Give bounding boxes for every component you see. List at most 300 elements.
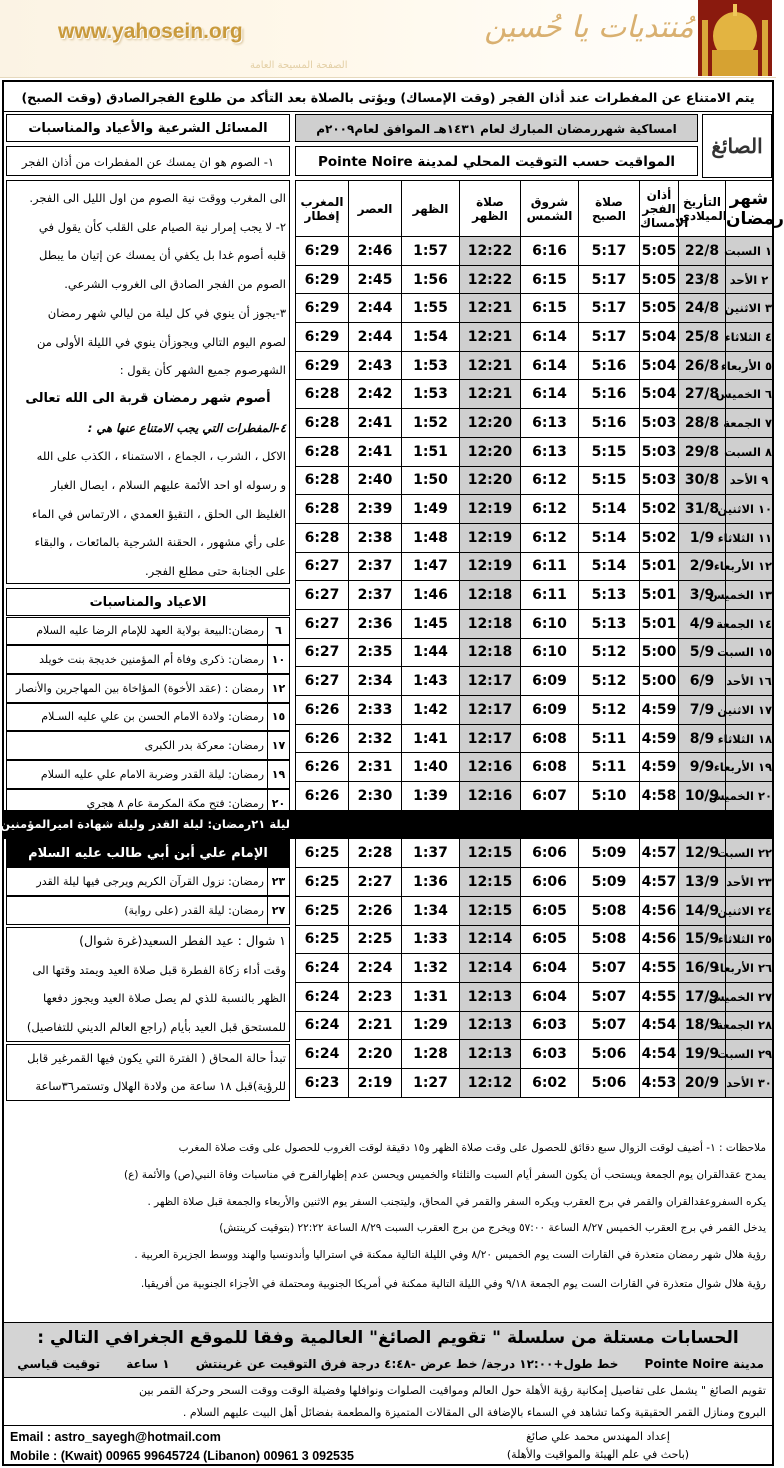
cell-day	[717, 925, 773, 954]
cell-day	[720, 351, 773, 380]
cell-shuruq: 6:04	[521, 982, 579, 1011]
cell-subh: 5:12	[579, 667, 640, 696]
cell-maghrib: 6:26	[296, 782, 349, 811]
cell-fz: 1:33	[402, 925, 460, 954]
cell-fa: 2:26	[349, 896, 402, 925]
cell-maghrib: 6:26	[296, 724, 349, 753]
rule-line: لصوم اليوم التالي ويجوزأن ينوي في الليلة الأولى من	[36, 334, 286, 349]
cell-imsak: 5:00	[640, 638, 679, 667]
cell-maghrib: 6:27	[296, 609, 349, 638]
day-name: الاثنين	[724, 301, 761, 316]
cell-zuhr: 12:20	[460, 437, 521, 466]
cell-shuruq: 6:02	[521, 1068, 579, 1097]
table-row	[296, 237, 773, 266]
day-name: السبت	[717, 645, 754, 660]
cell-date: 24/8	[679, 294, 726, 323]
cell-date: 17/9	[679, 982, 726, 1011]
cell-day	[717, 896, 773, 925]
col-subh: صلاة الصبح	[579, 181, 640, 237]
cell-date: 18/9	[679, 1011, 726, 1040]
cell-imsak: 5:00	[640, 667, 679, 696]
col-shuruq: شروق الشمس	[521, 181, 579, 237]
event-text: رمضان: ليلة القدر وضربة الامام علي عليه السلام	[40, 767, 264, 781]
cell-shuruq: 6:08	[521, 753, 579, 782]
col-fadila-zuhr: الظهر	[402, 181, 460, 237]
note-line: يدخل القمر في برج العقرب الخميس ٨/٢٧ الساعة ٥٧:٠٠ ويخرج من برج العقرب السبت ٨/٢٩ الساعة ٢٢:٢٢ (بتوقيت كرينتش)	[219, 1222, 766, 1234]
cell-maghrib: 6:24	[296, 954, 349, 983]
day-number: ٢٤	[757, 903, 772, 918]
cell-subh: 5:07	[579, 1011, 640, 1040]
rule-line: الصوم من الفجر الصادق الى الغروب الشرعي.	[64, 277, 286, 292]
cell-subh: 5:11	[579, 724, 640, 753]
contact-info	[4, 1428, 772, 1466]
cell-fa: 2:41	[349, 409, 402, 438]
cell-zuhr: 12:13	[460, 1040, 521, 1069]
about-line-1: تقويم الصائغ " يشمل على تفاصيل إمكانية رؤية الأهلة حول العالم ومواقيت الصلوات ونوافلها وفضيلة الوقت ووقت السحر وحركة القمر بين	[138, 1384, 766, 1397]
cell-date: 13/9	[679, 868, 726, 897]
cell-shuruq: 6:12	[521, 466, 579, 495]
sayegh-logo: الصائغ	[702, 114, 772, 178]
cell-fa: 2:33	[349, 696, 402, 725]
cell-zuhr: 12:12	[460, 1068, 521, 1097]
day-name: الأربعاء	[713, 760, 754, 775]
day-number: ١٥	[757, 645, 772, 660]
cell-day	[723, 409, 773, 438]
cell-date: 8/9	[679, 724, 726, 753]
table-row	[296, 380, 773, 409]
cell-shuruq: 6:13	[521, 409, 579, 438]
forum-logo: مُنتديات يا حُسين	[484, 10, 694, 45]
cell-zuhr: 12:16	[460, 782, 521, 811]
cell-subh: 5:12	[579, 696, 640, 725]
cell-fa: 2:42	[349, 380, 402, 409]
event-text: رمضان : (عقد الأخوة) المؤاخاة بين المهاجرين والأنصار	[16, 681, 264, 695]
cell-subh: 5:14	[579, 523, 640, 552]
cell-maghrib: 6:29	[296, 351, 349, 380]
event-day: ٢٣	[267, 868, 289, 895]
cell-date: 10/9	[679, 782, 726, 811]
cell-day	[717, 696, 773, 725]
cell-day	[726, 294, 773, 323]
cell-imsak: 4:58	[640, 782, 679, 811]
cell-shuruq: 6:11	[521, 581, 579, 610]
cell-shuruq: 6:12	[521, 523, 579, 552]
site-url[interactable]: www.yahosein.org	[58, 20, 243, 43]
cell-subh: 5:13	[579, 609, 640, 638]
cell-shuruq: 6:05	[521, 896, 579, 925]
event-text: رمضان: ولادة الامام الحسن بن علي عليه السـلام	[41, 710, 264, 724]
cell-zuhr: 12:19	[460, 495, 521, 524]
cell-date: 26/8	[679, 351, 726, 380]
cell-zuhr: 12:13	[460, 982, 521, 1011]
cell-maghrib: 6:25	[296, 896, 349, 925]
cell-fz: 1:31	[402, 982, 460, 1011]
day-number: ١٢	[757, 559, 772, 574]
cell-subh: 5:09	[579, 839, 640, 868]
table-row	[296, 753, 773, 782]
cell-maghrib: 6:28	[296, 380, 349, 409]
cell-imsak: 5:01	[640, 609, 679, 638]
cell-zuhr: 12:21	[460, 323, 521, 352]
cell-imsak: 4:57	[640, 868, 679, 897]
table-row	[296, 954, 773, 983]
cell-fz: 1:36	[402, 868, 460, 897]
day-name: الاثنين	[717, 702, 754, 717]
cell-shuruq: 6:14	[521, 323, 579, 352]
day-name: الأربعاء	[720, 358, 761, 373]
cell-zuhr: 12:21	[460, 294, 521, 323]
cell-fa: 2:27	[349, 868, 402, 897]
calc-offset: ١ ساعة	[126, 1357, 170, 1371]
cell-subh: 5:14	[579, 495, 640, 524]
cell-shuruq: 6:11	[521, 552, 579, 581]
cell-zuhr: 12:18	[460, 609, 521, 638]
cell-subh: 5:17	[579, 294, 640, 323]
cell-subh: 5:08	[579, 896, 640, 925]
day-name: الأحد	[726, 1075, 754, 1090]
cell-shuruq: 6:14	[521, 380, 579, 409]
day-name: السبت	[717, 1047, 754, 1062]
cell-day	[713, 552, 773, 581]
cell-subh: 5:07	[579, 982, 640, 1011]
event-item	[6, 645, 290, 674]
table-row	[296, 982, 773, 1011]
event-item	[6, 674, 290, 703]
day-number: ٢٥	[757, 932, 772, 947]
rule-line: ٤-المفطرات التي يجب الامتناع عنها هي :	[87, 420, 286, 435]
cell-subh: 5:15	[579, 466, 640, 495]
cell-day	[713, 954, 773, 983]
note-line: رؤية هلال شوال متعذرة في القارات الست يوم الجمعة ٩/١٨ وفي الليلة التالية ممكنة في أمريكا الجنوبية ومحتملة في الأجزاء الجنوبية من أفريقيا.	[140, 1278, 766, 1290]
cell-zuhr: 12:13	[460, 1011, 521, 1040]
cell-fa: 2:28	[349, 839, 402, 868]
cell-imsak: 5:03	[640, 409, 679, 438]
event-day: ١٧	[267, 732, 289, 759]
about-calendar	[4, 1380, 772, 1426]
event-day: ١٩	[267, 761, 289, 788]
cell-date: 4/9	[679, 609, 726, 638]
rule-line: على الجنابة حتى مطلع الفجر.	[145, 564, 286, 579]
cell-fz: 1:47	[402, 552, 460, 581]
cell-imsak: 4:59	[640, 753, 679, 782]
cell-zuhr: 12:21	[460, 351, 521, 380]
imsakiya-frame	[0, 80, 784, 1466]
table-row	[296, 1011, 773, 1040]
cell-shuruq: 6:13	[521, 437, 579, 466]
day-number: ٨	[764, 444, 772, 459]
cell-shuruq: 6:10	[521, 609, 579, 638]
cell-fa: 2:24	[349, 954, 402, 983]
eid-line: الظهر بالنسبة للذي لم يصل صلاة العيد ويجوز دفعها	[42, 991, 286, 1006]
cell-subh: 5:16	[579, 380, 640, 409]
eid-line: ١ شوال : عيد الفطر السعيد(غرة شوال)	[79, 932, 286, 948]
day-name: الأحد	[726, 874, 754, 889]
cell-imsak: 4:59	[640, 696, 679, 725]
cell-day	[717, 1040, 773, 1069]
top-note: يتم الامتناع عن المفطرات عند أذان الفجر (وقت الإمساك) ويؤتى بالصلاة بعد التأكد من طلوع الفجرالصادق (وقت الصبح)	[4, 84, 772, 112]
cell-fz: 1:28	[402, 1040, 460, 1069]
cell-date: 6/9	[679, 667, 726, 696]
rule-line: الشهرصوم جميع الشهر كأن يقول :	[119, 363, 286, 378]
cell-imsak: 4:55	[640, 982, 679, 1011]
shrine-dome-icon	[698, 0, 772, 76]
cell-maghrib: 6:27	[296, 552, 349, 581]
day-name: الخميس	[708, 588, 754, 603]
cell-imsak: 4:56	[640, 896, 679, 925]
day-number: ١٨	[757, 731, 772, 746]
cell-fz: 1:27	[402, 1068, 460, 1097]
cell-zuhr: 12:18	[460, 638, 521, 667]
cell-date: 7/9	[679, 696, 726, 725]
cell-imsak: 5:03	[640, 437, 679, 466]
cell-imsak: 4:59	[640, 724, 679, 753]
cell-fz: 1:40	[402, 753, 460, 782]
cell-fz: 1:57	[402, 237, 460, 266]
cell-maghrib: 6:25	[296, 925, 349, 954]
cell-date: 1/9	[679, 523, 726, 552]
cell-fa: 2:34	[349, 667, 402, 696]
day-number: ٢٣	[757, 874, 772, 889]
day-name: الثلاثاء	[717, 530, 754, 545]
col-month: شهر رمضان	[726, 181, 773, 237]
cell-zuhr: 12:20	[460, 466, 521, 495]
cell-day	[708, 982, 773, 1011]
table-row	[296, 323, 773, 352]
day-number: ٢٨	[757, 1018, 772, 1033]
cell-maghrib: 6:25	[296, 839, 349, 868]
cell-day	[726, 868, 773, 897]
table-row	[296, 782, 773, 811]
cell-zuhr: 12:14	[460, 954, 521, 983]
cell-zuhr: 12:17	[460, 696, 521, 725]
event-day: ١٢	[267, 675, 289, 702]
cell-zuhr: 12:15	[460, 868, 521, 897]
cell-maghrib: 6:25	[296, 868, 349, 897]
rule-line: على رأي مشهور ، الحقنة الشرجية بالمائعات ، والبقاء	[34, 535, 286, 550]
cell-fa: 2:39	[349, 495, 402, 524]
cell-fz: 1:51	[402, 437, 460, 466]
calc-location	[4, 1353, 772, 1375]
cell-day	[717, 839, 773, 868]
day-number: ١١	[757, 530, 772, 545]
cell-fa: 2:19	[349, 1068, 402, 1097]
cell-date: 2/9	[679, 552, 726, 581]
cell-subh: 5:09	[579, 868, 640, 897]
cell-maghrib: 6:26	[296, 696, 349, 725]
cell-fz: 1:49	[402, 495, 460, 524]
day-name: الاثنين	[717, 502, 754, 517]
day-number: ٢٦	[757, 961, 772, 976]
day-name: الثلاثاء	[724, 329, 761, 344]
event-text: رمضان: معركة بدر الكبرى	[144, 739, 264, 753]
cell-imsak: 5:04	[640, 323, 679, 352]
cell-maghrib: 6:27	[296, 581, 349, 610]
cell-shuruq: 6:08	[521, 724, 579, 753]
cell-fz: 1:54	[402, 323, 460, 352]
event-text: رمضان: فتح مكة المكرمة عام ٨ هجري	[86, 796, 264, 810]
cell-maghrib: 6:29	[296, 323, 349, 352]
table-row	[296, 265, 773, 294]
cell-fa: 2:43	[349, 351, 402, 380]
cell-imsak: 5:05	[640, 294, 679, 323]
cell-zuhr: 12:17	[460, 667, 521, 696]
cell-shuruq: 6:03	[521, 1040, 579, 1069]
rules-heading: المسائل الشرعية والأعياد والمناسبات	[6, 114, 290, 142]
table-row	[296, 696, 773, 725]
day-name: السبت	[724, 444, 761, 459]
cell-subh: 5:07	[579, 954, 640, 983]
cell-fa: 2:30	[349, 782, 402, 811]
rule-line: الغليظ الى الحلق ، التقيؤ العمدي ، الارتماس في الماء	[32, 506, 286, 521]
cell-zuhr: 12:16	[460, 753, 521, 782]
cell-shuruq: 6:06	[521, 868, 579, 897]
cell-fa: 2:37	[349, 581, 402, 610]
cell-maghrib: 6:28	[296, 495, 349, 524]
cell-fa: 2:31	[349, 753, 402, 782]
cell-shuruq: 6:15	[521, 294, 579, 323]
rule-line: قلبه أصوم غدا بل يكفي أن يمسك عن إتيان ما يبطل	[39, 248, 286, 263]
table-row	[296, 638, 773, 667]
contact-email[interactable]: Email : astro_sayegh@hotmail.com	[10, 1430, 221, 1444]
cell-shuruq: 6:09	[521, 667, 579, 696]
cell-zuhr: 12:20	[460, 409, 521, 438]
table-row	[296, 609, 773, 638]
cell-date: 29/8	[679, 437, 726, 466]
cell-imsak: 5:04	[640, 351, 679, 380]
day-number: ٩	[761, 473, 769, 488]
cell-maghrib: 6:24	[296, 982, 349, 1011]
day-name: الجمعة	[716, 616, 754, 631]
cell-fa: 2:23	[349, 982, 402, 1011]
calc-city: مدينة Pointe Noire	[644, 1357, 764, 1371]
day-number: ٥	[764, 358, 772, 373]
cell-fz: 1:52	[402, 409, 460, 438]
event-text: رمضان: نزول القرآن الكريم ويرجى فيها ليلة القدر	[36, 875, 264, 889]
calc-heading: الحسابات مستلة من سلسلة " تقويم الصائغ" العالمية وفقا للموقع الجغرافي التالي :	[37, 1328, 739, 1348]
note-line: رؤية هلال شهر رمضان متعذرة في القارات الست يوم الخميس ٨/٢٠ وفي الليلة التالية ممكنة في استراليا وأندونسيا والهند ووسط الجزيرة العربية .	[134, 1249, 766, 1261]
table-row	[296, 925, 773, 954]
day-number: ٤	[764, 329, 772, 344]
cell-day	[708, 782, 773, 811]
cell-subh: 5:13	[579, 581, 640, 610]
day-name: الجمعة	[723, 415, 761, 430]
cell-fa: 2:37	[349, 552, 402, 581]
cell-maghrib: 6:27	[296, 638, 349, 667]
cell-fa: 2:46	[349, 237, 402, 266]
table-row	[296, 896, 773, 925]
cell-fz: 1:53	[402, 351, 460, 380]
cell-fa: 2:45	[349, 265, 402, 294]
table-row	[296, 1040, 773, 1069]
col-fadila-asr: العصر	[349, 181, 402, 237]
cell-fa: 2:38	[349, 523, 402, 552]
event-text: رمضان: ذكرى وفاة أم المؤمنين خديجة بنت خويلد	[39, 653, 264, 667]
table-row	[296, 1068, 773, 1097]
event-item	[6, 617, 290, 646]
cell-date: 5/9	[679, 638, 726, 667]
cell-fz: 1:37	[402, 839, 460, 868]
day-name: الأحد	[726, 674, 754, 689]
event-item	[6, 760, 290, 789]
cell-maghrib: 6:28	[296, 466, 349, 495]
cell-date: 28/8	[679, 409, 726, 438]
cell-imsak: 4:54	[640, 1040, 679, 1069]
table-row	[296, 523, 773, 552]
cell-subh: 5:15	[579, 437, 640, 466]
day-number: ١٣	[757, 588, 772, 603]
day-name: الخميس	[708, 788, 754, 803]
cell-day	[717, 724, 773, 753]
day-number: ٢٧	[757, 989, 772, 1004]
day-name: الثلاثاء	[717, 731, 754, 746]
cell-date: 20/9	[679, 1068, 726, 1097]
cell-imsak: 4:53	[640, 1068, 679, 1097]
cell-zuhr: 12:18	[460, 581, 521, 610]
cell-fz: 1:46	[402, 581, 460, 610]
cell-date: 23/8	[679, 265, 726, 294]
cell-day	[716, 609, 773, 638]
event-item	[6, 703, 290, 732]
cell-fz: 1:56	[402, 265, 460, 294]
cell-subh: 5:17	[579, 237, 640, 266]
cell-fz: 1:50	[402, 466, 460, 495]
cell-date: 19/9	[679, 1040, 726, 1069]
note-line: يمدح عقدالقران يوم الجمعة ويستحب أن يكون السفر أيام السبت والثلثاء والخميس ويحسن عدم إظهارالفرح في مناسبات وفاة النبي(ص) والأئمة (ع)	[124, 1169, 766, 1181]
col-zuhr: صلاة الظهر	[460, 181, 521, 237]
cell-subh: 5:10	[579, 782, 640, 811]
rule-line: أصوم شهر رمضان قربة الى الله تعالى	[25, 390, 271, 406]
rule-1: ١- الصوم هو ان يمسك عن المفطرات من أذان الفجر	[6, 146, 290, 176]
cell-maghrib: 6:29	[296, 237, 349, 266]
cell-date: 15/9	[679, 925, 726, 954]
cell-subh: 5:06	[579, 1040, 640, 1069]
cell-day	[716, 1011, 773, 1040]
cell-date: 12/9	[679, 839, 726, 868]
eid-line: للرؤية)قبل ١٨ ساعة من ولادة الهلال وتستمر٣٦ساعة	[35, 1079, 286, 1094]
cell-fz: 1:43	[402, 667, 460, 696]
imam-ali-text: الإمام علي أبن أبي طالب عليه السلام	[6, 839, 290, 868]
cell-maghrib: 6:26	[296, 753, 349, 782]
cell-subh: 5:16	[579, 351, 640, 380]
cell-day	[713, 753, 773, 782]
cell-shuruq: 6:10	[521, 638, 579, 667]
table-row	[296, 495, 773, 524]
cell-fz: 1:41	[402, 724, 460, 753]
cell-subh: 5:08	[579, 925, 640, 954]
event-day: ٢٧	[267, 897, 289, 924]
calendar-subtitle: المواقيت حسب التوقيت المحلي لمدينة Pointe Noire	[295, 146, 698, 176]
cell-maghrib: 6:28	[296, 409, 349, 438]
day-number: ١٩	[757, 760, 772, 775]
table-row	[296, 294, 773, 323]
cell-fz: 1:39	[402, 782, 460, 811]
cell-day	[726, 466, 773, 495]
cell-imsak: 4:57	[640, 839, 679, 868]
cell-imsak: 4:55	[640, 954, 679, 983]
table-row	[296, 667, 773, 696]
cell-day	[726, 237, 773, 266]
cell-day	[726, 1068, 773, 1097]
cell-fz: 1:45	[402, 609, 460, 638]
cell-day	[717, 523, 773, 552]
event-item	[6, 731, 290, 760]
cell-imsak: 5:02	[640, 523, 679, 552]
events-heading: الاعياد والمناسبات	[6, 588, 290, 617]
col-maghrib: المغرب إفطار	[296, 181, 349, 237]
cell-fa: 2:21	[349, 1011, 402, 1040]
cell-shuruq: 6:12	[521, 495, 579, 524]
day-name: السبت	[724, 243, 761, 258]
